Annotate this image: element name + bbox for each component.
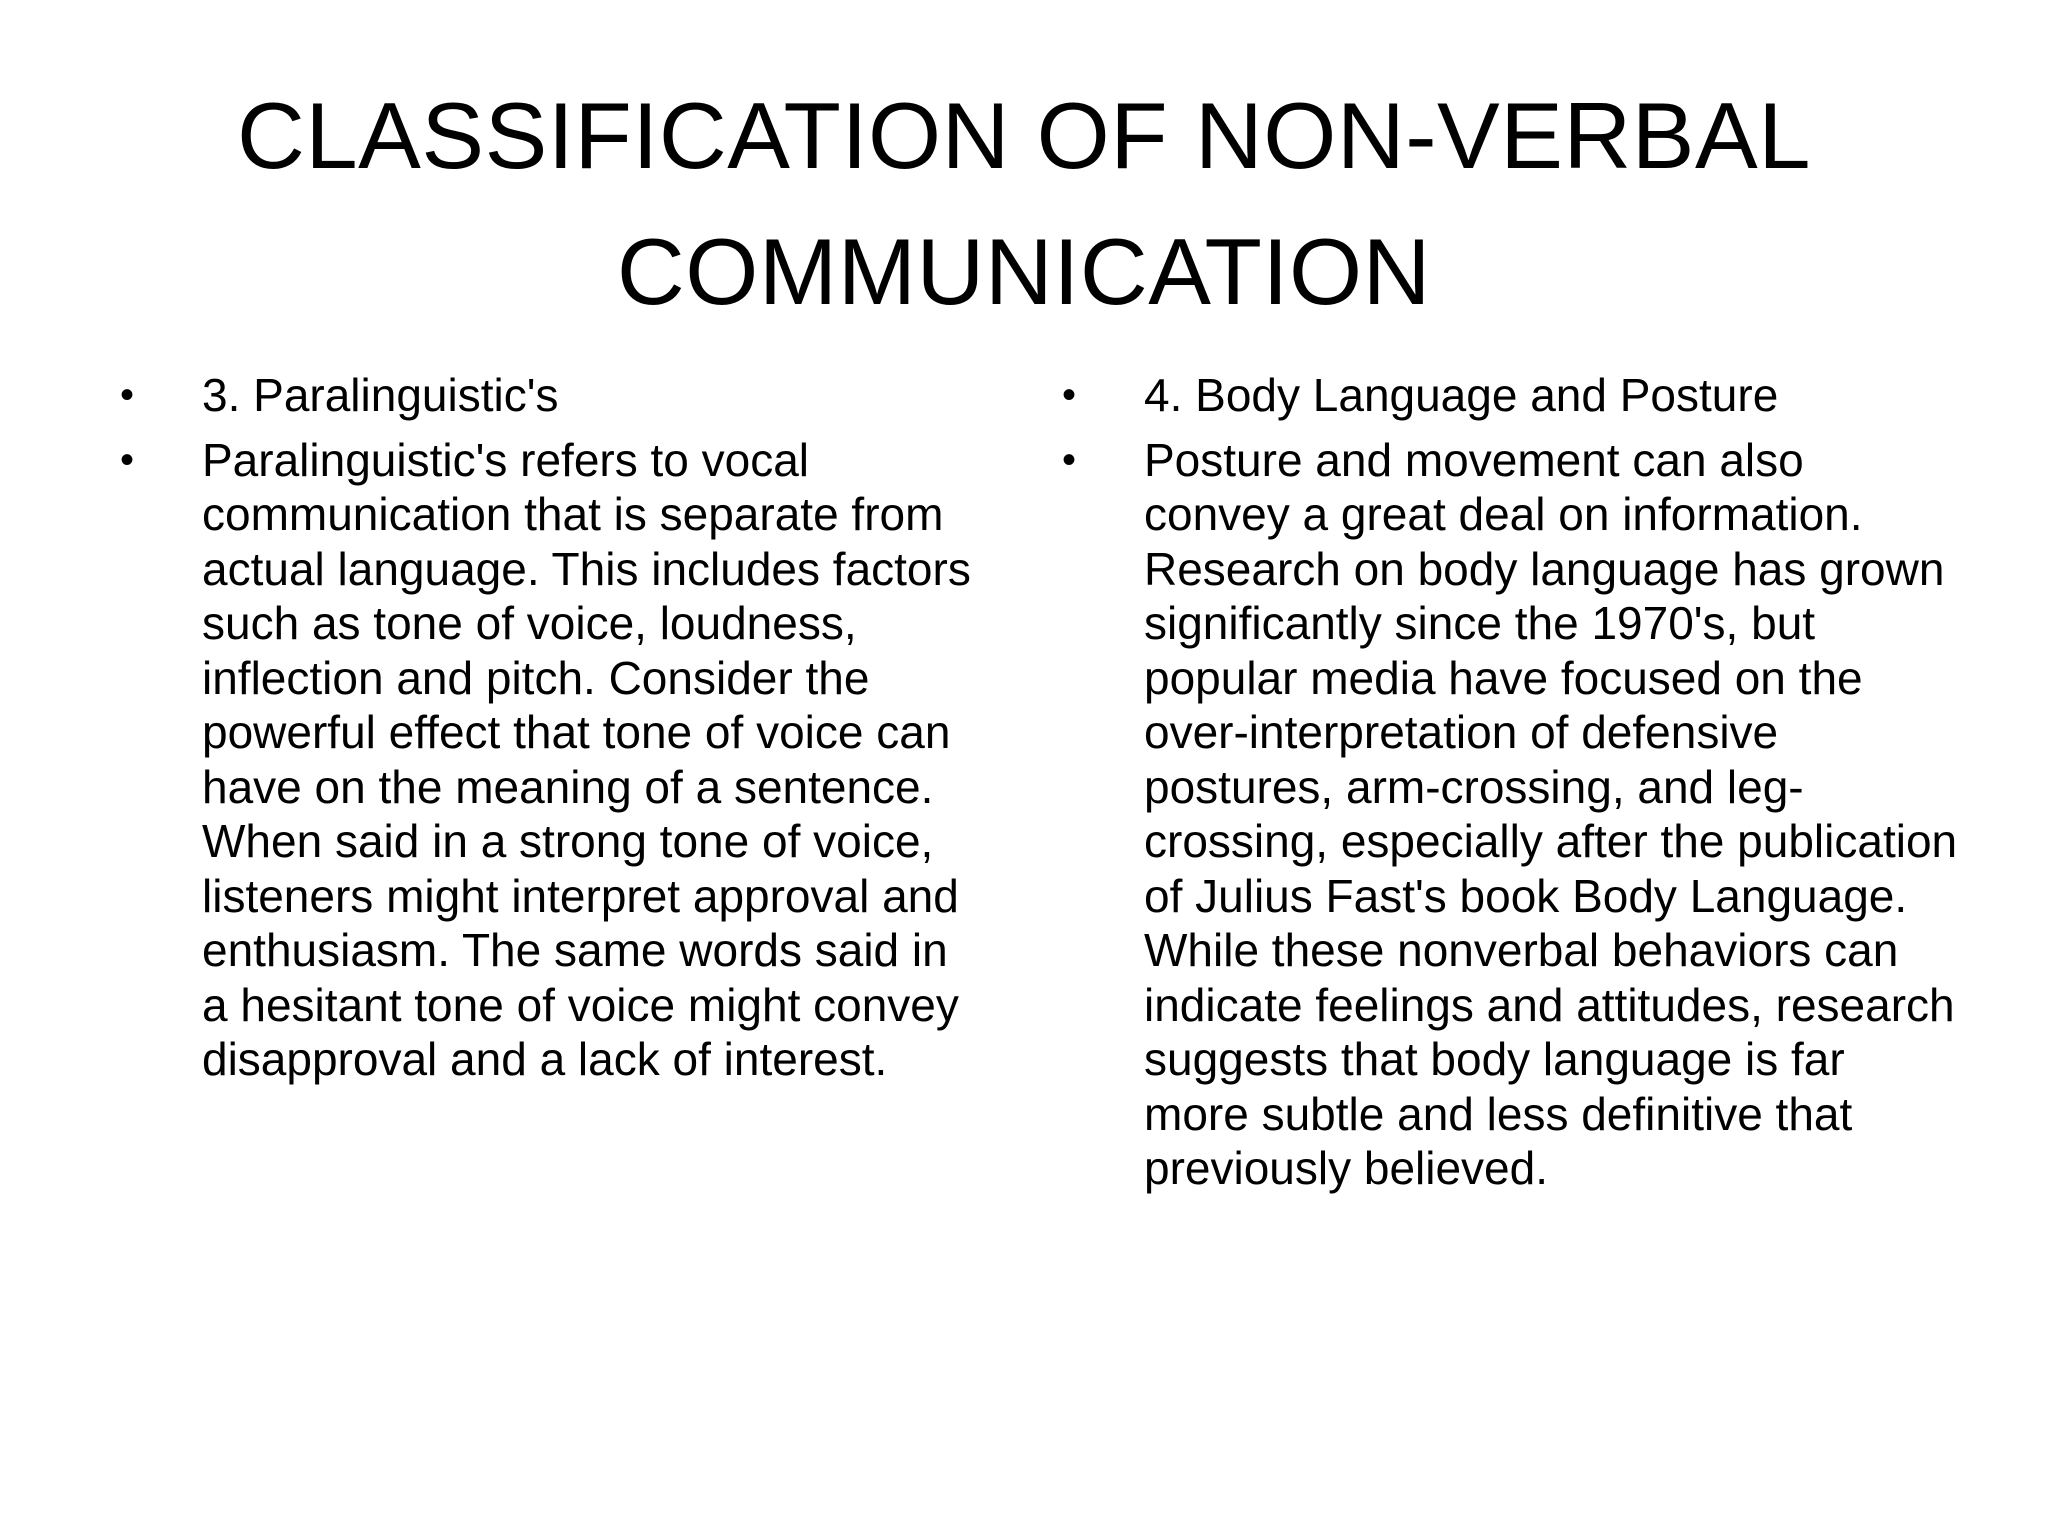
bullet-icon: • — [1062, 373, 1077, 417]
slide-title: CLASSIFICATION OF NON-VERBAL COMMUNICATION — [237, 83, 1811, 324]
bullet-icon: • — [1062, 437, 1077, 482]
bullet-icon: • — [120, 437, 135, 482]
list-item — [1062, 433, 1962, 1196]
bullet-icon: • — [120, 373, 135, 417]
left-column-list — [120, 368, 980, 1097]
item-text: 4. Body Language and Posture — [1144, 369, 1779, 421]
list-item — [120, 368, 980, 423]
right-column-list — [1062, 368, 1962, 1206]
list-item — [1062, 368, 1962, 423]
item-text: Paralinguistic's refers to vocal communication that is separate from actual language. This includes factors such as tone of voice, loudness, inflection and pitch. Consider the powerful effect that tone of voice can have on the meaning of a sentence. When said in a strong tone of voice, listeners might interpret approval and enthusiasm. The same words said in a hesitant tone of voice might convey disapproval and a lack of interest. — [202, 433, 971, 1085]
item-text: 3. Paralinguistic's — [202, 369, 559, 421]
list-item — [120, 433, 980, 1087]
item-text: Posture and movement can also convey a great deal on information. Research on body language has grown significantly since the 1970's, but popular media have focused on the over-interpretation of defensive postures, arm-crossing, and leg-crossing, especially after the publication of Julius Fast's book Body Language. While these nonverbal behaviors can indicate feelings and attitudes, research suggests that body language is far more subtle and less definitive that previously believed. — [1144, 433, 1958, 1194]
